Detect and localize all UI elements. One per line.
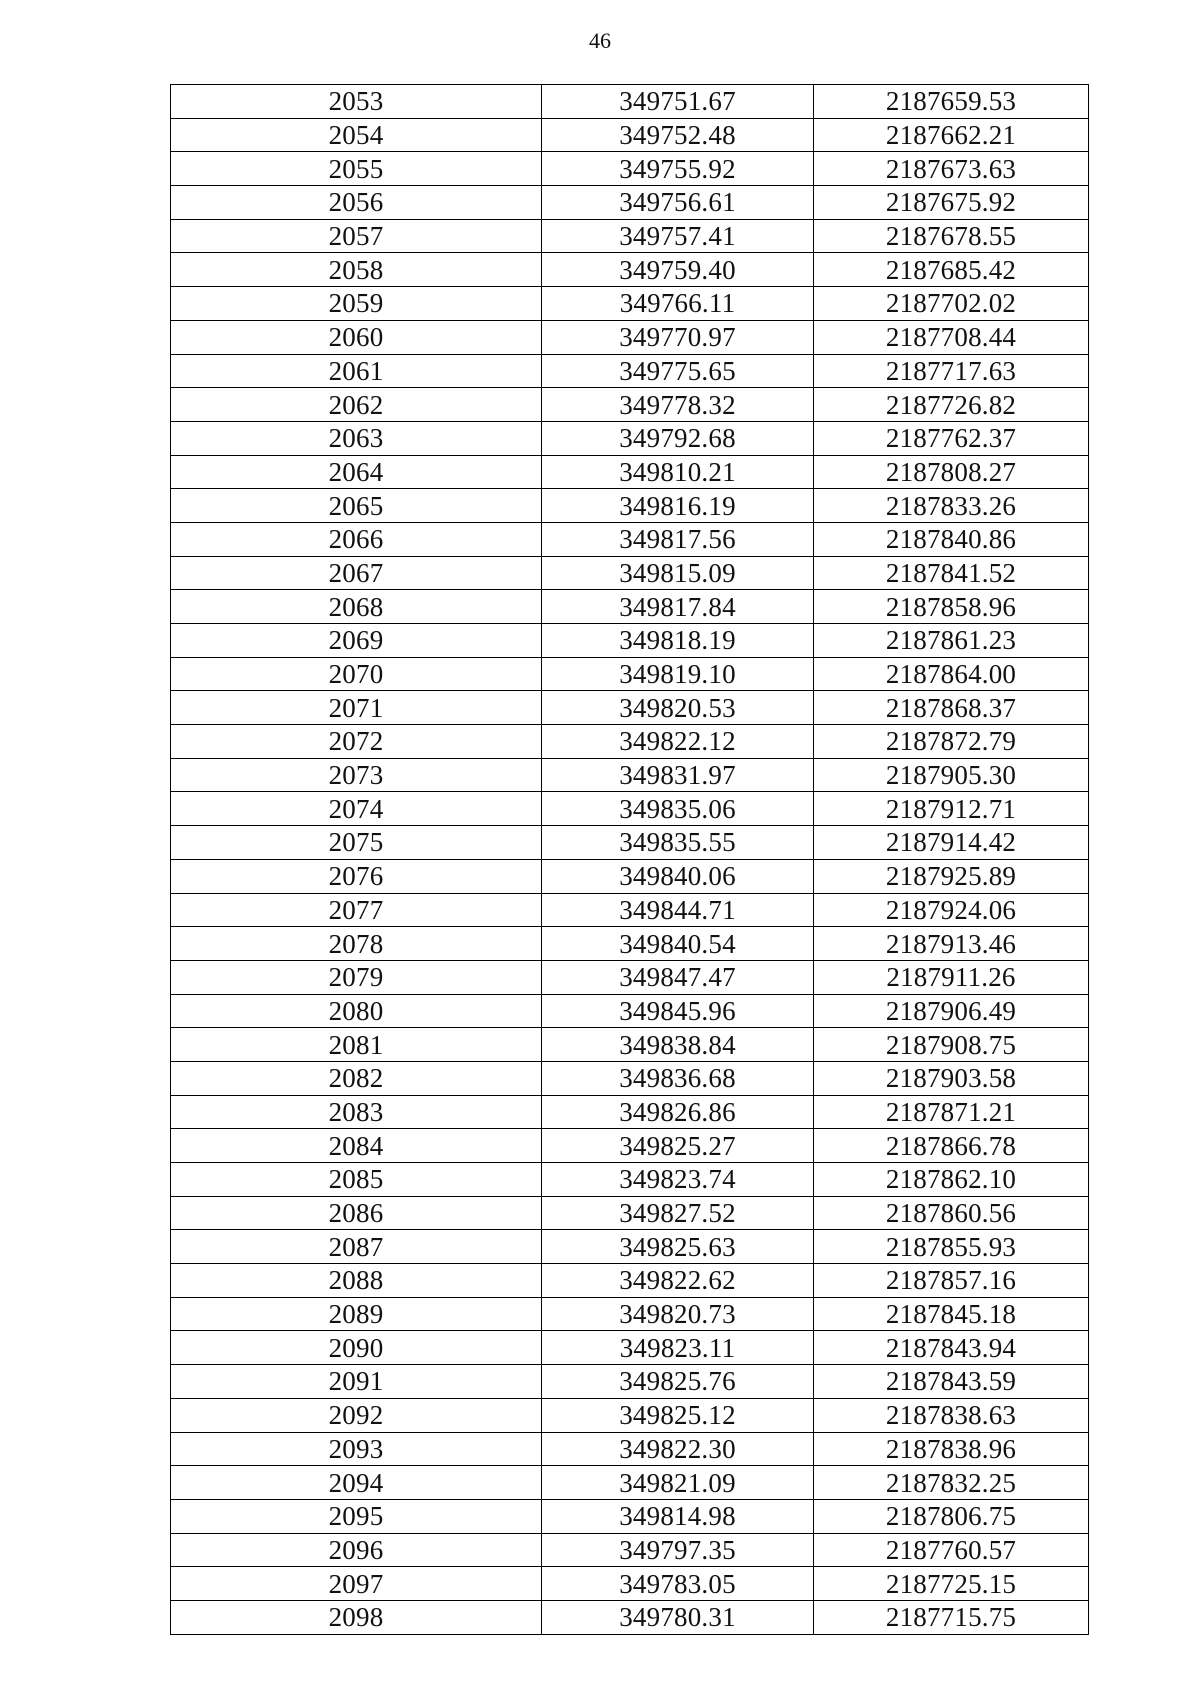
- x-coordinate-cell: 349844.71: [542, 893, 814, 927]
- y-coordinate-cell: 2187806.75: [814, 1499, 1089, 1533]
- table-row: [171, 657, 1089, 691]
- point-number-cell: 2081: [171, 1028, 542, 1062]
- y-coordinate-cell: 2187832.25: [814, 1466, 1089, 1500]
- x-coordinate-cell: 349814.98: [542, 1499, 814, 1533]
- point-number-cell: 2058: [171, 253, 542, 287]
- table-row: [171, 186, 1089, 220]
- x-coordinate-cell: 349835.06: [542, 792, 814, 826]
- x-coordinate-cell: 349822.62: [542, 1264, 814, 1298]
- table-row: [171, 1499, 1089, 1533]
- point-number-cell: 2065: [171, 489, 542, 523]
- x-coordinate-cell: 349780.31: [542, 1600, 814, 1634]
- point-number-cell: 2080: [171, 994, 542, 1028]
- table-row: [171, 1264, 1089, 1298]
- y-coordinate-cell: 2187860.56: [814, 1196, 1089, 1230]
- y-coordinate-cell: 2187702.02: [814, 287, 1089, 321]
- y-coordinate-cell: 2187914.42: [814, 826, 1089, 860]
- page-number: 46: [589, 28, 611, 53]
- table-row: [171, 1095, 1089, 1129]
- y-coordinate-cell: 2187659.53: [814, 85, 1089, 119]
- table-row: [171, 388, 1089, 422]
- y-coordinate-cell: 2187911.26: [814, 960, 1089, 994]
- coordinates-table-body: [171, 85, 1089, 1635]
- x-coordinate-cell: 349817.84: [542, 590, 814, 624]
- y-coordinate-cell: 2187678.55: [814, 219, 1089, 253]
- x-coordinate-cell: 349845.96: [542, 994, 814, 1028]
- x-coordinate-cell: 349810.21: [542, 455, 814, 489]
- coordinates-table: [170, 84, 1089, 1635]
- table-row: [171, 556, 1089, 590]
- table-row: [171, 489, 1089, 523]
- table-row: [171, 1466, 1089, 1500]
- point-number-cell: 2085: [171, 1163, 542, 1197]
- table-row: [171, 994, 1089, 1028]
- point-number-cell: 2093: [171, 1432, 542, 1466]
- y-coordinate-cell: 2187725.15: [814, 1567, 1089, 1601]
- point-number-cell: 2097: [171, 1567, 542, 1601]
- point-number-cell: 2079: [171, 960, 542, 994]
- y-coordinate-cell: 2187662.21: [814, 118, 1089, 152]
- x-coordinate-cell: 349751.67: [542, 85, 814, 119]
- table-row: [171, 893, 1089, 927]
- x-coordinate-cell: 349825.63: [542, 1230, 814, 1264]
- y-coordinate-cell: 2187868.37: [814, 691, 1089, 725]
- y-coordinate-cell: 2187866.78: [814, 1129, 1089, 1163]
- y-coordinate-cell: 2187913.46: [814, 927, 1089, 961]
- table-row: [171, 1398, 1089, 1432]
- table-row: [171, 455, 1089, 489]
- table-row: [171, 624, 1089, 658]
- point-number-cell: 2070: [171, 657, 542, 691]
- table-row: [171, 859, 1089, 893]
- y-coordinate-cell: 2187912.71: [814, 792, 1089, 826]
- table-row: [171, 522, 1089, 556]
- table-row: [171, 792, 1089, 826]
- point-number-cell: 2087: [171, 1230, 542, 1264]
- table-row: [171, 118, 1089, 152]
- point-number-cell: 2054: [171, 118, 542, 152]
- point-number-cell: 2062: [171, 388, 542, 422]
- x-coordinate-cell: 349819.10: [542, 657, 814, 691]
- x-coordinate-cell: 349820.53: [542, 691, 814, 725]
- y-coordinate-cell: 2187858.96: [814, 590, 1089, 624]
- y-coordinate-cell: 2187925.89: [814, 859, 1089, 893]
- x-coordinate-cell: 349756.61: [542, 186, 814, 220]
- point-number-cell: 2092: [171, 1398, 542, 1432]
- y-coordinate-cell: 2187841.52: [814, 556, 1089, 590]
- point-number-cell: 2090: [171, 1331, 542, 1365]
- y-coordinate-cell: 2187924.06: [814, 893, 1089, 927]
- table-row: [171, 1533, 1089, 1567]
- x-coordinate-cell: 349783.05: [542, 1567, 814, 1601]
- y-coordinate-cell: 2187838.96: [814, 1432, 1089, 1466]
- point-number-cell: 2082: [171, 1061, 542, 1095]
- point-number-cell: 2055: [171, 152, 542, 186]
- y-coordinate-cell: 2187861.23: [814, 624, 1089, 658]
- y-coordinate-cell: 2187864.00: [814, 657, 1089, 691]
- x-coordinate-cell: 349770.97: [542, 320, 814, 354]
- y-coordinate-cell: 2187908.75: [814, 1028, 1089, 1062]
- y-coordinate-cell: 2187715.75: [814, 1600, 1089, 1634]
- point-number-cell: 2073: [171, 758, 542, 792]
- point-number-cell: 2057: [171, 219, 542, 253]
- point-number-cell: 2084: [171, 1129, 542, 1163]
- x-coordinate-cell: 349755.92: [542, 152, 814, 186]
- x-coordinate-cell: 349797.35: [542, 1533, 814, 1567]
- table-row: [171, 1028, 1089, 1062]
- table-row: [171, 1600, 1089, 1634]
- x-coordinate-cell: 349825.76: [542, 1365, 814, 1399]
- x-coordinate-cell: 349825.12: [542, 1398, 814, 1432]
- point-number-cell: 2071: [171, 691, 542, 725]
- x-coordinate-cell: 349836.68: [542, 1061, 814, 1095]
- point-number-cell: 2091: [171, 1365, 542, 1399]
- x-coordinate-cell: 349838.84: [542, 1028, 814, 1062]
- x-coordinate-cell: 349823.74: [542, 1163, 814, 1197]
- table-row: [171, 758, 1089, 792]
- table-row: [171, 421, 1089, 455]
- y-coordinate-cell: 2187726.82: [814, 388, 1089, 422]
- point-number-cell: 2098: [171, 1600, 542, 1634]
- x-coordinate-cell: 349815.09: [542, 556, 814, 590]
- point-number-cell: 2076: [171, 859, 542, 893]
- point-number-cell: 2088: [171, 1264, 542, 1298]
- point-number-cell: 2083: [171, 1095, 542, 1129]
- x-coordinate-cell: 349775.65: [542, 354, 814, 388]
- point-number-cell: 2072: [171, 725, 542, 759]
- table-row: [171, 1331, 1089, 1365]
- x-coordinate-cell: 349826.86: [542, 1095, 814, 1129]
- y-coordinate-cell: 2187717.63: [814, 354, 1089, 388]
- point-number-cell: 2063: [171, 421, 542, 455]
- x-coordinate-cell: 349792.68: [542, 421, 814, 455]
- x-coordinate-cell: 349840.54: [542, 927, 814, 961]
- table-row: [171, 1432, 1089, 1466]
- y-coordinate-cell: 2187808.27: [814, 455, 1089, 489]
- table-row: [171, 1230, 1089, 1264]
- table-row: [171, 1061, 1089, 1095]
- point-number-cell: 2061: [171, 354, 542, 388]
- x-coordinate-cell: 349831.97: [542, 758, 814, 792]
- x-coordinate-cell: 349827.52: [542, 1196, 814, 1230]
- point-number-cell: 2086: [171, 1196, 542, 1230]
- table-row: [171, 826, 1089, 860]
- point-number-cell: 2077: [171, 893, 542, 927]
- y-coordinate-cell: 2187840.86: [814, 522, 1089, 556]
- x-coordinate-cell: 349835.55: [542, 826, 814, 860]
- x-coordinate-cell: 349820.73: [542, 1297, 814, 1331]
- point-number-cell: 2074: [171, 792, 542, 826]
- x-coordinate-cell: 349847.47: [542, 960, 814, 994]
- x-coordinate-cell: 349823.11: [542, 1331, 814, 1365]
- point-number-cell: 2060: [171, 320, 542, 354]
- table-row: [171, 320, 1089, 354]
- y-coordinate-cell: 2187708.44: [814, 320, 1089, 354]
- x-coordinate-cell: 349766.11: [542, 287, 814, 321]
- y-coordinate-cell: 2187833.26: [814, 489, 1089, 523]
- point-number-cell: 2059: [171, 287, 542, 321]
- y-coordinate-cell: 2187871.21: [814, 1095, 1089, 1129]
- y-coordinate-cell: 2187906.49: [814, 994, 1089, 1028]
- y-coordinate-cell: 2187760.57: [814, 1533, 1089, 1567]
- point-number-cell: 2056: [171, 186, 542, 220]
- table-row: [171, 253, 1089, 287]
- y-coordinate-cell: 2187872.79: [814, 725, 1089, 759]
- point-number-cell: 2094: [171, 1466, 542, 1500]
- y-coordinate-cell: 2187673.63: [814, 152, 1089, 186]
- x-coordinate-cell: 349757.41: [542, 219, 814, 253]
- x-coordinate-cell: 349822.12: [542, 725, 814, 759]
- point-number-cell: 2089: [171, 1297, 542, 1331]
- y-coordinate-cell: 2187855.93: [814, 1230, 1089, 1264]
- point-number-cell: 2064: [171, 455, 542, 489]
- x-coordinate-cell: 349821.09: [542, 1466, 814, 1500]
- table-row: [171, 927, 1089, 961]
- y-coordinate-cell: 2187685.42: [814, 253, 1089, 287]
- table-row: [171, 1196, 1089, 1230]
- table-row: [171, 590, 1089, 624]
- table-row: [171, 1297, 1089, 1331]
- table-row: [171, 725, 1089, 759]
- y-coordinate-cell: 2187857.16: [814, 1264, 1089, 1298]
- table-row: [171, 960, 1089, 994]
- table-row: [171, 85, 1089, 119]
- y-coordinate-cell: 2187762.37: [814, 421, 1089, 455]
- x-coordinate-cell: 349825.27: [542, 1129, 814, 1163]
- table-row: [171, 287, 1089, 321]
- x-coordinate-cell: 349817.56: [542, 522, 814, 556]
- table-row: [171, 1163, 1089, 1197]
- y-coordinate-cell: 2187862.10: [814, 1163, 1089, 1197]
- table-row: [171, 354, 1089, 388]
- table-row: [171, 1365, 1089, 1399]
- table-row: [171, 219, 1089, 253]
- x-coordinate-cell: 349759.40: [542, 253, 814, 287]
- point-number-cell: 2069: [171, 624, 542, 658]
- x-coordinate-cell: 349818.19: [542, 624, 814, 658]
- point-number-cell: 2067: [171, 556, 542, 590]
- y-coordinate-cell: 2187838.63: [814, 1398, 1089, 1432]
- point-number-cell: 2066: [171, 522, 542, 556]
- y-coordinate-cell: 2187903.58: [814, 1061, 1089, 1095]
- y-coordinate-cell: 2187843.59: [814, 1365, 1089, 1399]
- table-row: [171, 691, 1089, 725]
- x-coordinate-cell: 349752.48: [542, 118, 814, 152]
- y-coordinate-cell: 2187843.94: [814, 1331, 1089, 1365]
- x-coordinate-cell: 349816.19: [542, 489, 814, 523]
- y-coordinate-cell: 2187675.92: [814, 186, 1089, 220]
- y-coordinate-cell: 2187905.30: [814, 758, 1089, 792]
- point-number-cell: 2078: [171, 927, 542, 961]
- x-coordinate-cell: 349840.06: [542, 859, 814, 893]
- point-number-cell: 2095: [171, 1499, 542, 1533]
- table-row: [171, 152, 1089, 186]
- x-coordinate-cell: 349778.32: [542, 388, 814, 422]
- x-coordinate-cell: 349822.30: [542, 1432, 814, 1466]
- point-number-cell: 2053: [171, 85, 542, 119]
- table-row: [171, 1567, 1089, 1601]
- point-number-cell: 2096: [171, 1533, 542, 1567]
- point-number-cell: 2075: [171, 826, 542, 860]
- point-number-cell: 2068: [171, 590, 542, 624]
- table-row: [171, 1129, 1089, 1163]
- y-coordinate-cell: 2187845.18: [814, 1297, 1089, 1331]
